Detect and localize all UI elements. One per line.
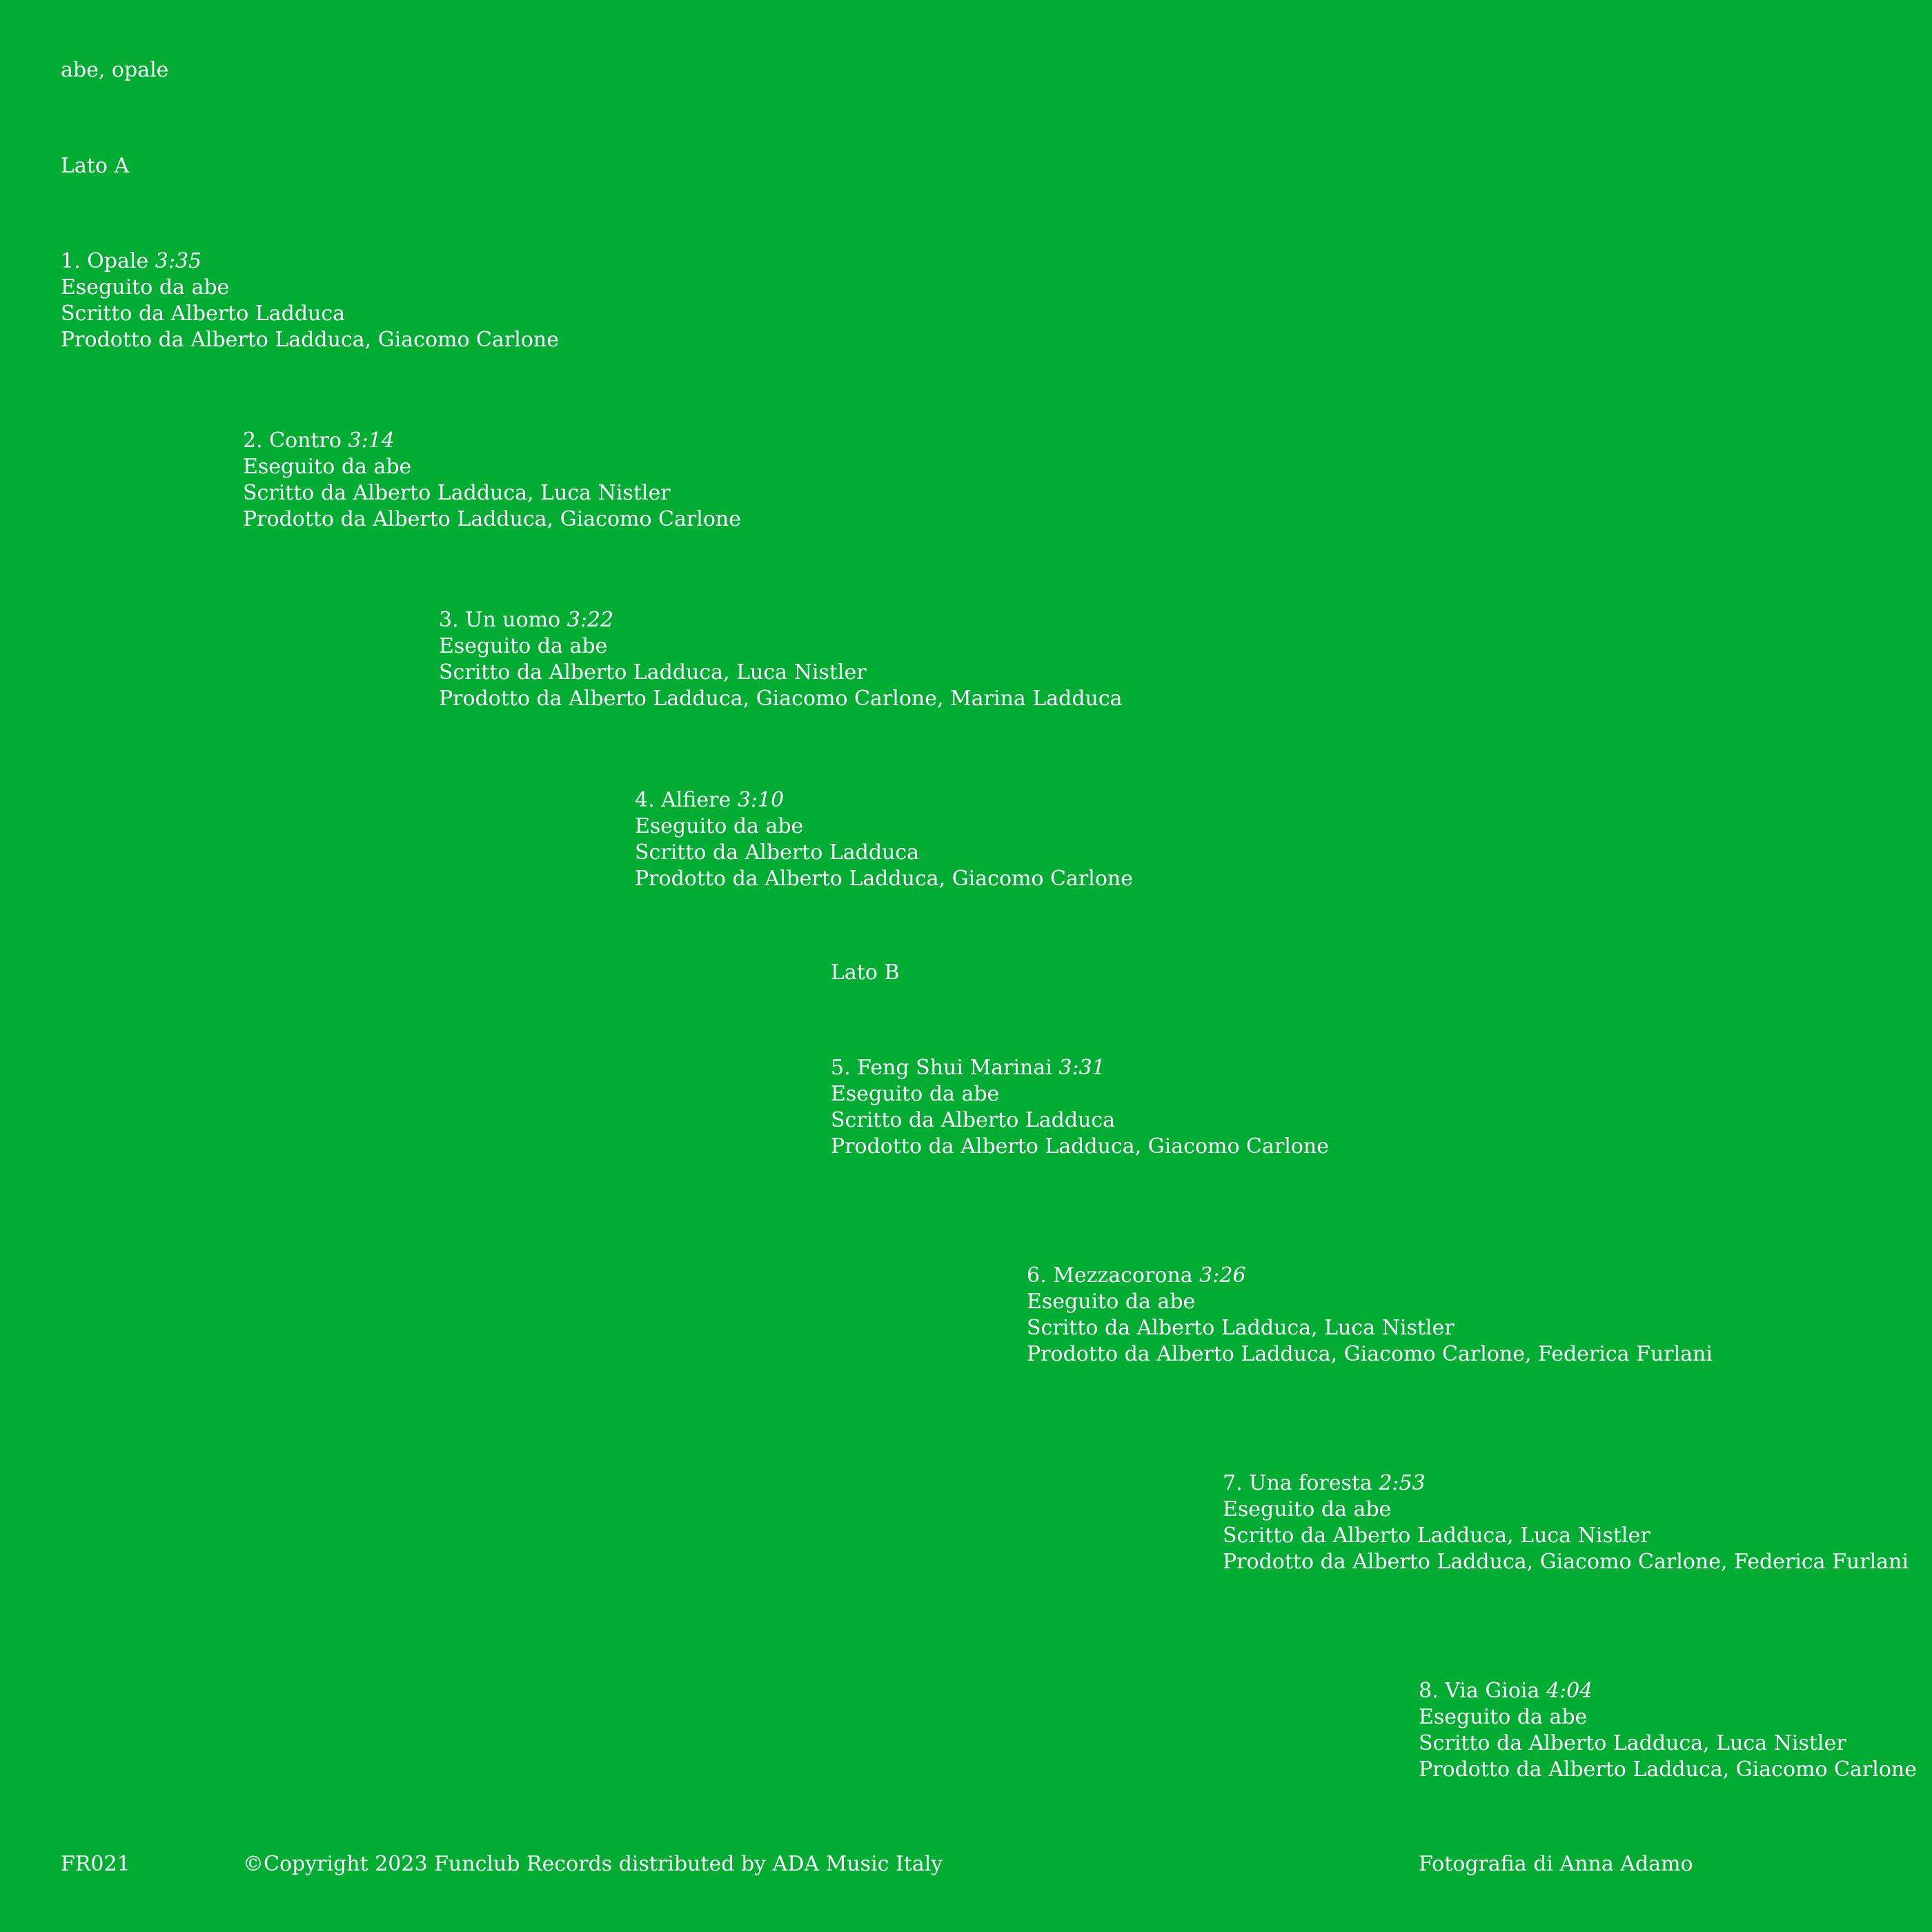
track-title-line bbox=[61, 248, 559, 275]
track-title-line bbox=[243, 428, 741, 454]
track-performed: Eseguito da abe bbox=[243, 455, 412, 479]
track-produced: Prodotto da Alberto Ladduca, Giacomo Carlone, Federica Furlani bbox=[1027, 1342, 1713, 1366]
track-produced: Prodotto da Alberto Ladduca, Giacomo Carlone bbox=[1419, 1757, 1917, 1782]
track-produced: Prodotto da Alberto Ladduca, Giacomo Carlone bbox=[831, 1134, 1329, 1159]
album-title: abe, opale bbox=[61, 58, 169, 82]
track-duration: 2:53 bbox=[1379, 1471, 1426, 1495]
track-title: 1. Opale bbox=[61, 249, 149, 273]
track-title-line bbox=[635, 787, 1133, 814]
catalog-number: FR021 bbox=[61, 1852, 130, 1876]
track-title-line bbox=[439, 607, 1123, 633]
track-duration: 3:14 bbox=[348, 428, 395, 453]
track-performed: Eseguito da abe bbox=[831, 1082, 1000, 1106]
track-written: Scritto da Alberto Ladduca, Luca Nistler bbox=[1027, 1316, 1455, 1340]
track-title: 6. Mezzacorona bbox=[1027, 1263, 1193, 1288]
track-produced: Prodotto da Alberto Ladduca, Giacomo Carlone, Federica Furlani bbox=[1223, 1550, 1909, 1574]
track-3 bbox=[439, 607, 1123, 712]
side-b-label: Lato B bbox=[831, 960, 900, 985]
track-title: 2. Contro bbox=[243, 428, 342, 453]
track-1 bbox=[61, 248, 559, 353]
track-title-line bbox=[1419, 1678, 1917, 1704]
track-duration: 3:35 bbox=[155, 249, 202, 273]
track-performed: Eseguito da abe bbox=[439, 634, 608, 658]
copyright-notice: ©Copyright 2023 Funclub Records distributed by ADA Music Italy bbox=[243, 1852, 943, 1876]
track-title-line bbox=[1223, 1470, 1909, 1497]
track-written: Scritto da Alberto Ladduca bbox=[831, 1108, 1116, 1132]
track-performed: Eseguito da abe bbox=[1419, 1705, 1588, 1729]
track-written: Scritto da Alberto Ladduca bbox=[635, 840, 920, 865]
track-4 bbox=[635, 787, 1133, 892]
track-written: Scritto da Alberto Ladduca bbox=[61, 302, 346, 326]
track-produced: Prodotto da Alberto Ladduca, Giacomo Carlone bbox=[243, 507, 741, 531]
track-written: Scritto da Alberto Ladduca, Luca Nistler bbox=[243, 481, 671, 505]
track-performed: Eseguito da abe bbox=[61, 275, 230, 299]
track-performed: Eseguito da abe bbox=[635, 814, 804, 838]
track-performed: Eseguito da abe bbox=[1027, 1290, 1196, 1314]
track-written: Scritto da Alberto Ladduca, Luca Nistler bbox=[1419, 1731, 1846, 1755]
track-title: 8. Via Gioia bbox=[1419, 1679, 1540, 1703]
track-title: 4. Alfiere bbox=[635, 788, 731, 812]
track-8 bbox=[1419, 1678, 1917, 1783]
track-duration: 4:04 bbox=[1546, 1679, 1593, 1703]
track-written: Scritto da Alberto Ladduca, Luca Nistler bbox=[1223, 1524, 1650, 1548]
track-duration: 3:10 bbox=[737, 788, 785, 812]
track-5 bbox=[831, 1055, 1329, 1160]
track-produced: Prodotto da Alberto Ladduca, Giacomo Carlone bbox=[61, 328, 559, 352]
track-title-line bbox=[831, 1055, 1329, 1081]
track-duration: 3:26 bbox=[1199, 1263, 1246, 1288]
track-7 bbox=[1223, 1470, 1909, 1575]
side-a-label: Lato A bbox=[61, 154, 130, 178]
track-duration: 3:22 bbox=[566, 608, 614, 632]
photo-credit: Fotografia di Anna Adamo bbox=[1419, 1852, 1693, 1876]
track-6 bbox=[1027, 1263, 1713, 1368]
track-title: 7. Una foresta bbox=[1223, 1471, 1372, 1495]
track-title-line bbox=[1027, 1263, 1713, 1289]
track-produced: Prodotto da Alberto Ladduca, Giacomo Carlone, Marina Ladduca bbox=[439, 687, 1123, 711]
track-title: 5. Feng Shui Marinai bbox=[831, 1056, 1052, 1080]
track-title: 3. Un uomo bbox=[439, 608, 561, 632]
track-performed: Eseguito da abe bbox=[1223, 1497, 1392, 1521]
track-written: Scritto da Alberto Ladduca, Luca Nistler bbox=[439, 660, 867, 684]
track-produced: Prodotto da Alberto Ladduca, Giacomo Carlone bbox=[635, 867, 1133, 891]
track-duration: 3:31 bbox=[1058, 1056, 1105, 1080]
track-2 bbox=[243, 428, 741, 533]
